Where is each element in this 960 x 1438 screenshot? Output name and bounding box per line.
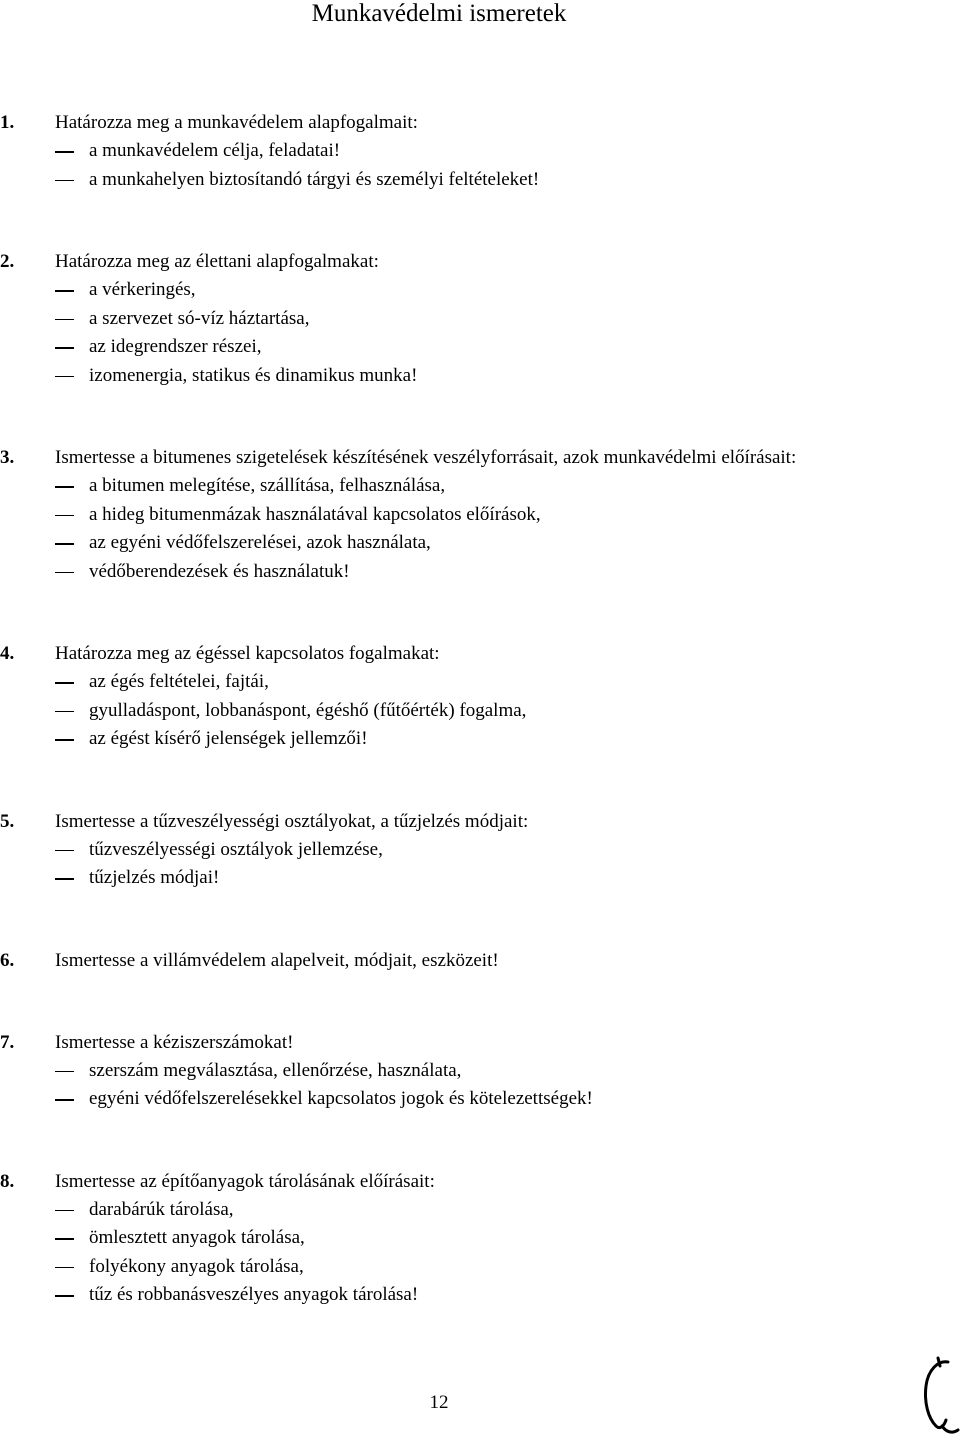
dash-bullet-icon [55, 290, 74, 292]
dash-bullet-icon [55, 682, 74, 684]
dash-bullet-icon [55, 151, 74, 153]
bullet-text: a szervezet só-víz háztartása, [89, 307, 310, 329]
bullet-item [0, 725, 960, 754]
bullet-item [0, 836, 960, 865]
bullet-item [0, 1085, 960, 1114]
bullet-text: egyéni védőfelszerelésekkel kapcsolatos jogok és kötelezettségek! [89, 1088, 593, 1109]
question-text: Határozza meg a munkavédelem alapfogalmait: [55, 112, 418, 133]
bullet-item [0, 529, 960, 558]
bullet-item [0, 362, 960, 391]
bullet-list [0, 1196, 960, 1310]
question-text: Ismertesse az építőanyagok tárolásának előírásait: [55, 1170, 435, 1192]
dash-bullet-icon [55, 347, 74, 349]
question-item [0, 947, 960, 975]
question-item [0, 248, 960, 390]
dash-bullet-icon [55, 878, 74, 880]
dash-bullet-icon [55, 486, 74, 488]
question-heading [0, 109, 960, 137]
question-number: 6. [0, 949, 15, 971]
question-number: 3. [0, 447, 15, 468]
question-text: Határozza meg az élettani alapfogalmakat: [55, 251, 379, 272]
question-text: Ismertesse a bitumenes szigetelések készítésének veszélyforrásait, azok munkavédelmi előírásait: [55, 447, 797, 468]
question-heading [0, 640, 960, 668]
bullet-list [0, 472, 960, 586]
bullet-text: izomenergia, statikus és dinamikus munka! [89, 364, 418, 386]
dash-bullet-icon [55, 1210, 74, 1212]
bullet-text: a munkavédelem célja, feladatai! [89, 140, 341, 161]
bullet-text: a munkahelyen biztosítandó tárgyi és személyi feltételeket! [89, 168, 540, 190]
question-number: 5. [0, 810, 15, 832]
question-heading [0, 444, 960, 472]
bullet-item [0, 1253, 960, 1282]
bullet-list [0, 276, 960, 390]
dash-bullet-icon [55, 1238, 74, 1240]
bullet-list [0, 1057, 960, 1114]
question-heading [0, 248, 960, 276]
bullet-text: az égést kísérő jelenségek jellemzői! [89, 728, 368, 749]
question-heading [0, 947, 960, 975]
bullet-item [0, 137, 960, 166]
handwritten-signature [918, 1356, 960, 1438]
bullet-text: gyulladáspont, lobbanáspont, égéshő (fűtőérték) fogalma, [89, 699, 527, 721]
question-text: Ismertesse a kéziszerszámokat! [55, 1031, 294, 1053]
bullet-text: tűz és robbanásveszélyes anyagok tárolása! [89, 1284, 419, 1305]
question-number: 2. [0, 251, 15, 272]
dash-bullet-icon [55, 572, 74, 574]
dash-bullet-icon [55, 180, 74, 182]
dash-bullet-icon [55, 711, 74, 713]
bullet-text: védőberendezések és használatuk! [89, 560, 350, 582]
question-number: 8. [0, 1170, 15, 1192]
dash-bullet-icon [55, 1267, 74, 1269]
question-text: Határozza meg az égéssel kapcsolatos fogalmakat: [55, 643, 440, 664]
bullet-text: tűzjelzés módjai! [89, 867, 220, 888]
bullet-list [0, 668, 960, 754]
bullet-item [0, 1196, 960, 1225]
bullet-text: az egyéni védőfelszerelései, azok használata, [89, 532, 431, 553]
dash-bullet-icon [55, 739, 74, 741]
question-text: Ismertesse a tűzveszélyességi osztályokat, a tűzjelzés módjait: [55, 810, 529, 832]
question-item [0, 808, 960, 893]
bullet-text: a vérkeringés, [89, 279, 196, 300]
question-item [0, 1168, 960, 1310]
bullet-item [0, 864, 960, 893]
bullet-text: ömlesztett anyagok tárolása, [89, 1227, 305, 1248]
dash-bullet-icon [55, 543, 74, 545]
bullet-text: szerszám megválasztása, ellenőrzése, használata, [89, 1059, 462, 1081]
question-heading [0, 808, 960, 836]
dash-bullet-icon [55, 319, 74, 321]
question-item [0, 444, 960, 586]
bullet-text: a hideg bitumenmázak használatával kapcsolatos előírások, [89, 503, 541, 525]
bullet-list [0, 137, 960, 194]
page-title: Munkavédelmi ismeretek [311, 0, 567, 27]
question-number: 4. [0, 643, 15, 664]
bullet-list [0, 836, 960, 893]
question-text: Ismertesse a villámvédelem alapelveit, módjait, eszközeit! [55, 949, 499, 971]
dash-bullet-icon [55, 850, 74, 852]
bullet-item [0, 1057, 960, 1086]
question-heading [0, 1029, 960, 1057]
question-number: 7. [0, 1031, 15, 1053]
bullet-item [0, 333, 960, 362]
bullet-item [0, 1224, 960, 1253]
bullet-item [0, 305, 960, 334]
bullet-text: tűzveszélyességi osztályok jellemzése, [89, 838, 383, 860]
bullet-text: a bitumen melegítése, szállítása, felhasználása, [89, 475, 446, 496]
bullet-item [0, 166, 960, 195]
bullet-text: folyékony anyagok tárolása, [89, 1255, 304, 1277]
question-item [0, 640, 960, 754]
bullet-text: darabárúk tárolása, [89, 1198, 234, 1220]
question-item [0, 109, 960, 194]
bullet-text: az égés feltételei, fajtái, [89, 671, 269, 692]
bullet-item [0, 276, 960, 305]
page-number: 12 [429, 1392, 449, 1413]
dash-bullet-icon [55, 1295, 74, 1297]
question-list [0, 109, 960, 1364]
dash-bullet-icon [55, 376, 74, 378]
bullet-item [0, 472, 960, 501]
dash-bullet-icon [55, 1099, 74, 1101]
bullet-item [0, 501, 960, 530]
bullet-item [0, 1281, 960, 1310]
dash-bullet-icon [55, 515, 74, 517]
question-number: 1. [0, 112, 15, 133]
bullet-item [0, 668, 960, 697]
bullet-text: az idegrendszer részei, [89, 336, 262, 357]
dash-bullet-icon [55, 1071, 74, 1073]
bullet-item [0, 697, 960, 726]
bullet-item [0, 558, 960, 587]
question-heading [0, 1168, 960, 1196]
question-item [0, 1029, 960, 1114]
